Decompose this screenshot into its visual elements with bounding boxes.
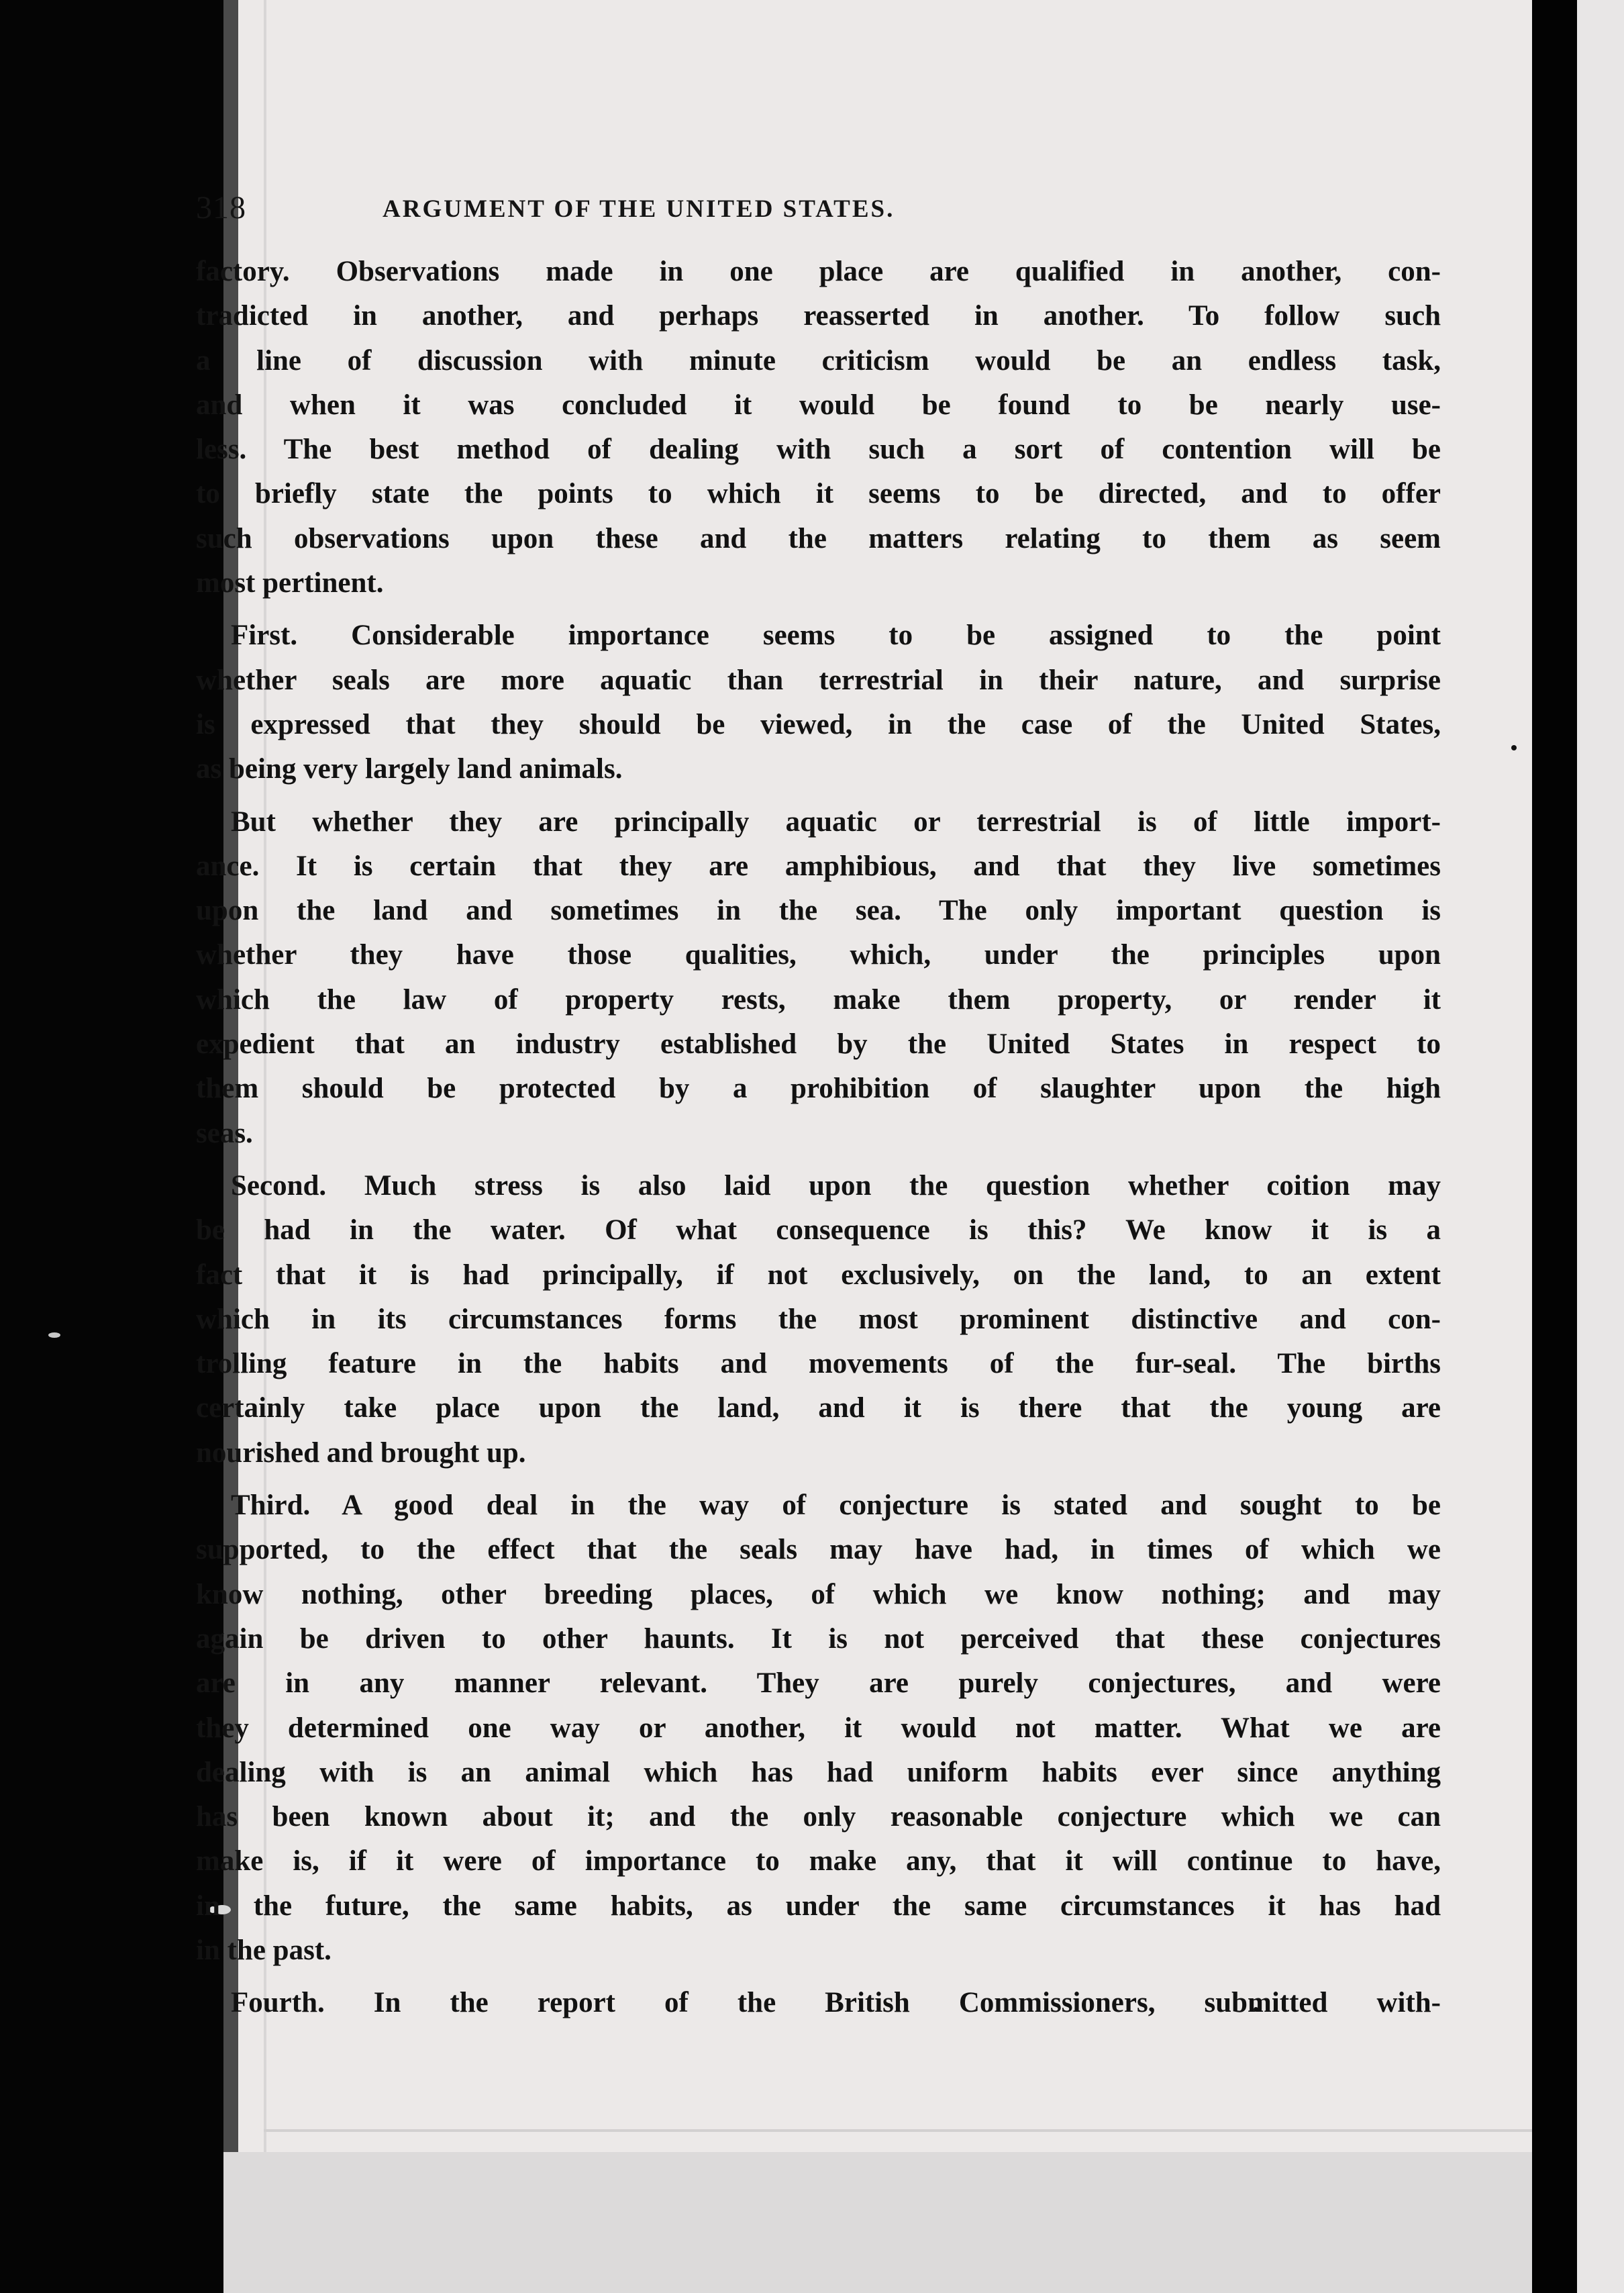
- text-line: whether seals are more aquatic than terrestrial in their nature, and surprise: [196, 664, 1441, 696]
- text-line: make is, if it were of importance to make any, that it will continue to have,: [196, 1845, 1441, 1877]
- text-line: are in any manner relevant. They are purely conjectures, and were: [196, 1667, 1441, 1700]
- scan-speck: [1511, 745, 1517, 750]
- text-line: factory. Observations made in one place are qualified in another, con-: [196, 256, 1441, 287]
- text-line: them should be protected by a prohibition of slaughter upon the high: [196, 1073, 1441, 1105]
- text-line: again be driven to other haunts. It is not perceived that these conjectures: [196, 1622, 1441, 1655]
- text-line: nourished and brought up.: [196, 1436, 526, 1469]
- paragraph-first: [196, 614, 1441, 791]
- text-line: to briefly state the points to which it seems to be directed, and to offer: [196, 478, 1441, 510]
- text-line: in the past.: [196, 1934, 332, 1966]
- paragraph: [196, 250, 1441, 605]
- text-line: tradicted in another, and perhaps reasserted in another. To follow such: [196, 300, 1441, 332]
- page-header: [196, 189, 1444, 236]
- text-line: has been known about it; and the only reasonable conjecture which we can: [196, 1801, 1441, 1833]
- text-line: is expressed that they should be viewed, in the case of the United States,: [196, 708, 1441, 740]
- text-line: a line of discussion with minute criticism would be an endless task,: [196, 344, 1441, 377]
- text-line: Second. Much stress is also laid upon the question whether coition may: [231, 1169, 1441, 1202]
- text-line: and when it was concluded it would be found to be nearly use-: [196, 389, 1441, 421]
- text-line: less. The best method of dealing with such a sort of contention will be: [196, 434, 1441, 466]
- text-line: fact that it is had principally, if not exclusively, on the land, to an extent: [196, 1259, 1441, 1291]
- text-line: which in its circumstances forms the most prominent distinctive and con-: [196, 1303, 1441, 1335]
- paragraph-third: [196, 1483, 1441, 1973]
- text-line: trolling feature in the habits and movements of the fur-seal. The births: [196, 1348, 1441, 1380]
- text-line: Third. A good deal in the way of conjecture is stated and sought to be: [231, 1490, 1441, 1522]
- text-line: most pertinent.: [196, 567, 384, 599]
- page-bottom-margin: [223, 2152, 1532, 2293]
- text-line: Fourth. In the report of the British Commissioners, submitted with-: [231, 1987, 1441, 2019]
- text-line: upon the land and sometimes in the sea. The only important question is: [196, 895, 1441, 927]
- page-bottom-line: [264, 2129, 1532, 2132]
- paragraph-second: [196, 1164, 1441, 1475]
- text-line: seas.: [196, 1117, 253, 1149]
- text-line: in the future, the same habits, as under the same circumstances it has had: [196, 1890, 1441, 1922]
- body-text: [196, 250, 1441, 2034]
- text-line: whether they have those qualities, which, under the principles upon: [196, 939, 1441, 971]
- text-line: certainly take place upon the land, and it is there that the young are: [196, 1392, 1441, 1424]
- text-line: First. Considerable importance seems to be assigned to the point: [231, 620, 1441, 652]
- running-head: ARGUMENT OF THE UNITED STATES.: [383, 195, 895, 223]
- text-line: know nothing, other breeding places, of which we know nothing; and may: [196, 1578, 1441, 1610]
- scan-dark-edge: [1532, 0, 1577, 2293]
- text-line: which the law of property rests, make them property, or render it: [196, 983, 1441, 1016]
- text-line: But whether they are principally aquatic or terrestrial is of little import-: [231, 806, 1441, 838]
- text-line: such observations upon these and the matters relating to them as seem: [196, 522, 1441, 554]
- facing-page-edge: [1577, 0, 1624, 2293]
- text-line: as being very largely land animals.: [196, 753, 623, 785]
- text-line: ance. It is certain that they are amphibious, and that they live sometimes: [196, 850, 1441, 882]
- paragraph: [196, 800, 1441, 1156]
- page-number: 318: [196, 190, 246, 226]
- text-line: dealing with is an animal which has had uniform habits ever since anything: [196, 1756, 1441, 1788]
- text-line: supported, to the effect that the seals may have had, in times of which we: [196, 1534, 1441, 1566]
- text-line: expedient that an industry established by the United States in respect to: [196, 1028, 1441, 1061]
- text-line: be had in the water. Of what consequence is this? We know it is a: [196, 1214, 1441, 1247]
- text-line: they determined one way or another, it would not matter. What we are: [196, 1712, 1441, 1744]
- scan-speck: [48, 1332, 60, 1338]
- paragraph-fourth: [196, 1981, 1441, 2025]
